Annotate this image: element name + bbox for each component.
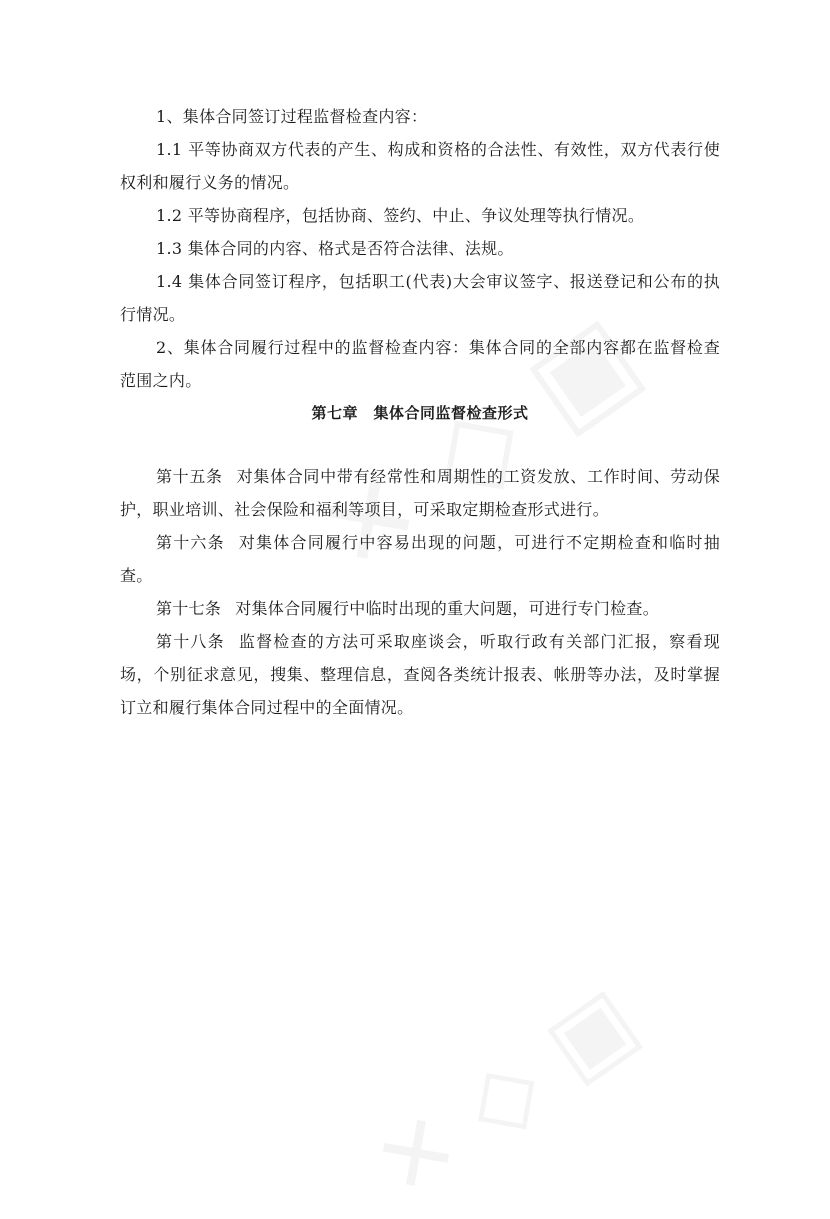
list-item: 1.3 集体合同的内容、格式是否符合法律、法规。	[156, 239, 514, 258]
list-item: 1.1 平等协商双方代表的产生、构成和资格的合法性、有效性，双方代表行使权利和履行义务的情况。	[120, 140, 720, 192]
watermark-logo	[356, 966, 656, 1219]
article-text: 对集体合同履行中容易出现的问题，可进行不定期检查和临时抽查。	[120, 533, 721, 585]
article-label: 第十八条	[156, 632, 225, 651]
document-body	[120, 100, 720, 724]
article-text: 对集体合同中带有经常性和周期性的工资发放、工作时间、劳动保护，职业培训、社会保险和福利等项目，可采取定期检查形式进行。	[120, 467, 721, 519]
section-item-2: 2、集体合同履行过程中的监督检查内容：集体合同的全部内容都在监督检查范围之内。	[120, 338, 720, 390]
list-item: 1.2 平等协商程序，包括协商、签约、中止、争议处理等执行情况。	[156, 206, 645, 225]
list-item: 1.4 集体合同签订程序，包括职工(代表)大会审议签字、报送登记和公布的执行情况。	[120, 272, 720, 324]
chapter-title: 第七章 集体合同监督检查形式	[311, 404, 529, 422]
article-text: 对集体合同履行中临时出现的重大问题，可进行专门检查。	[235, 599, 660, 618]
section-heading: 1、集体合同签订过程监督检查内容：	[156, 107, 428, 126]
article-label: 第十六条	[156, 533, 225, 552]
article-text: 监督检查的方法可采取座谈会，听取行政有关部门汇报，察看现场，个别征求意见，搜集、整理信息，查阅各类统计报表、帐册等办法，及时掌握订立和履行集体合同过程中的全面情况。	[120, 632, 721, 717]
article-label: 第十七条	[156, 599, 222, 618]
article-17	[120, 592, 720, 625]
article-18	[120, 625, 720, 724]
spacer	[120, 430, 720, 460]
article-15	[120, 460, 720, 526]
article-label: 第十五条	[156, 467, 223, 486]
article-16	[120, 526, 720, 592]
